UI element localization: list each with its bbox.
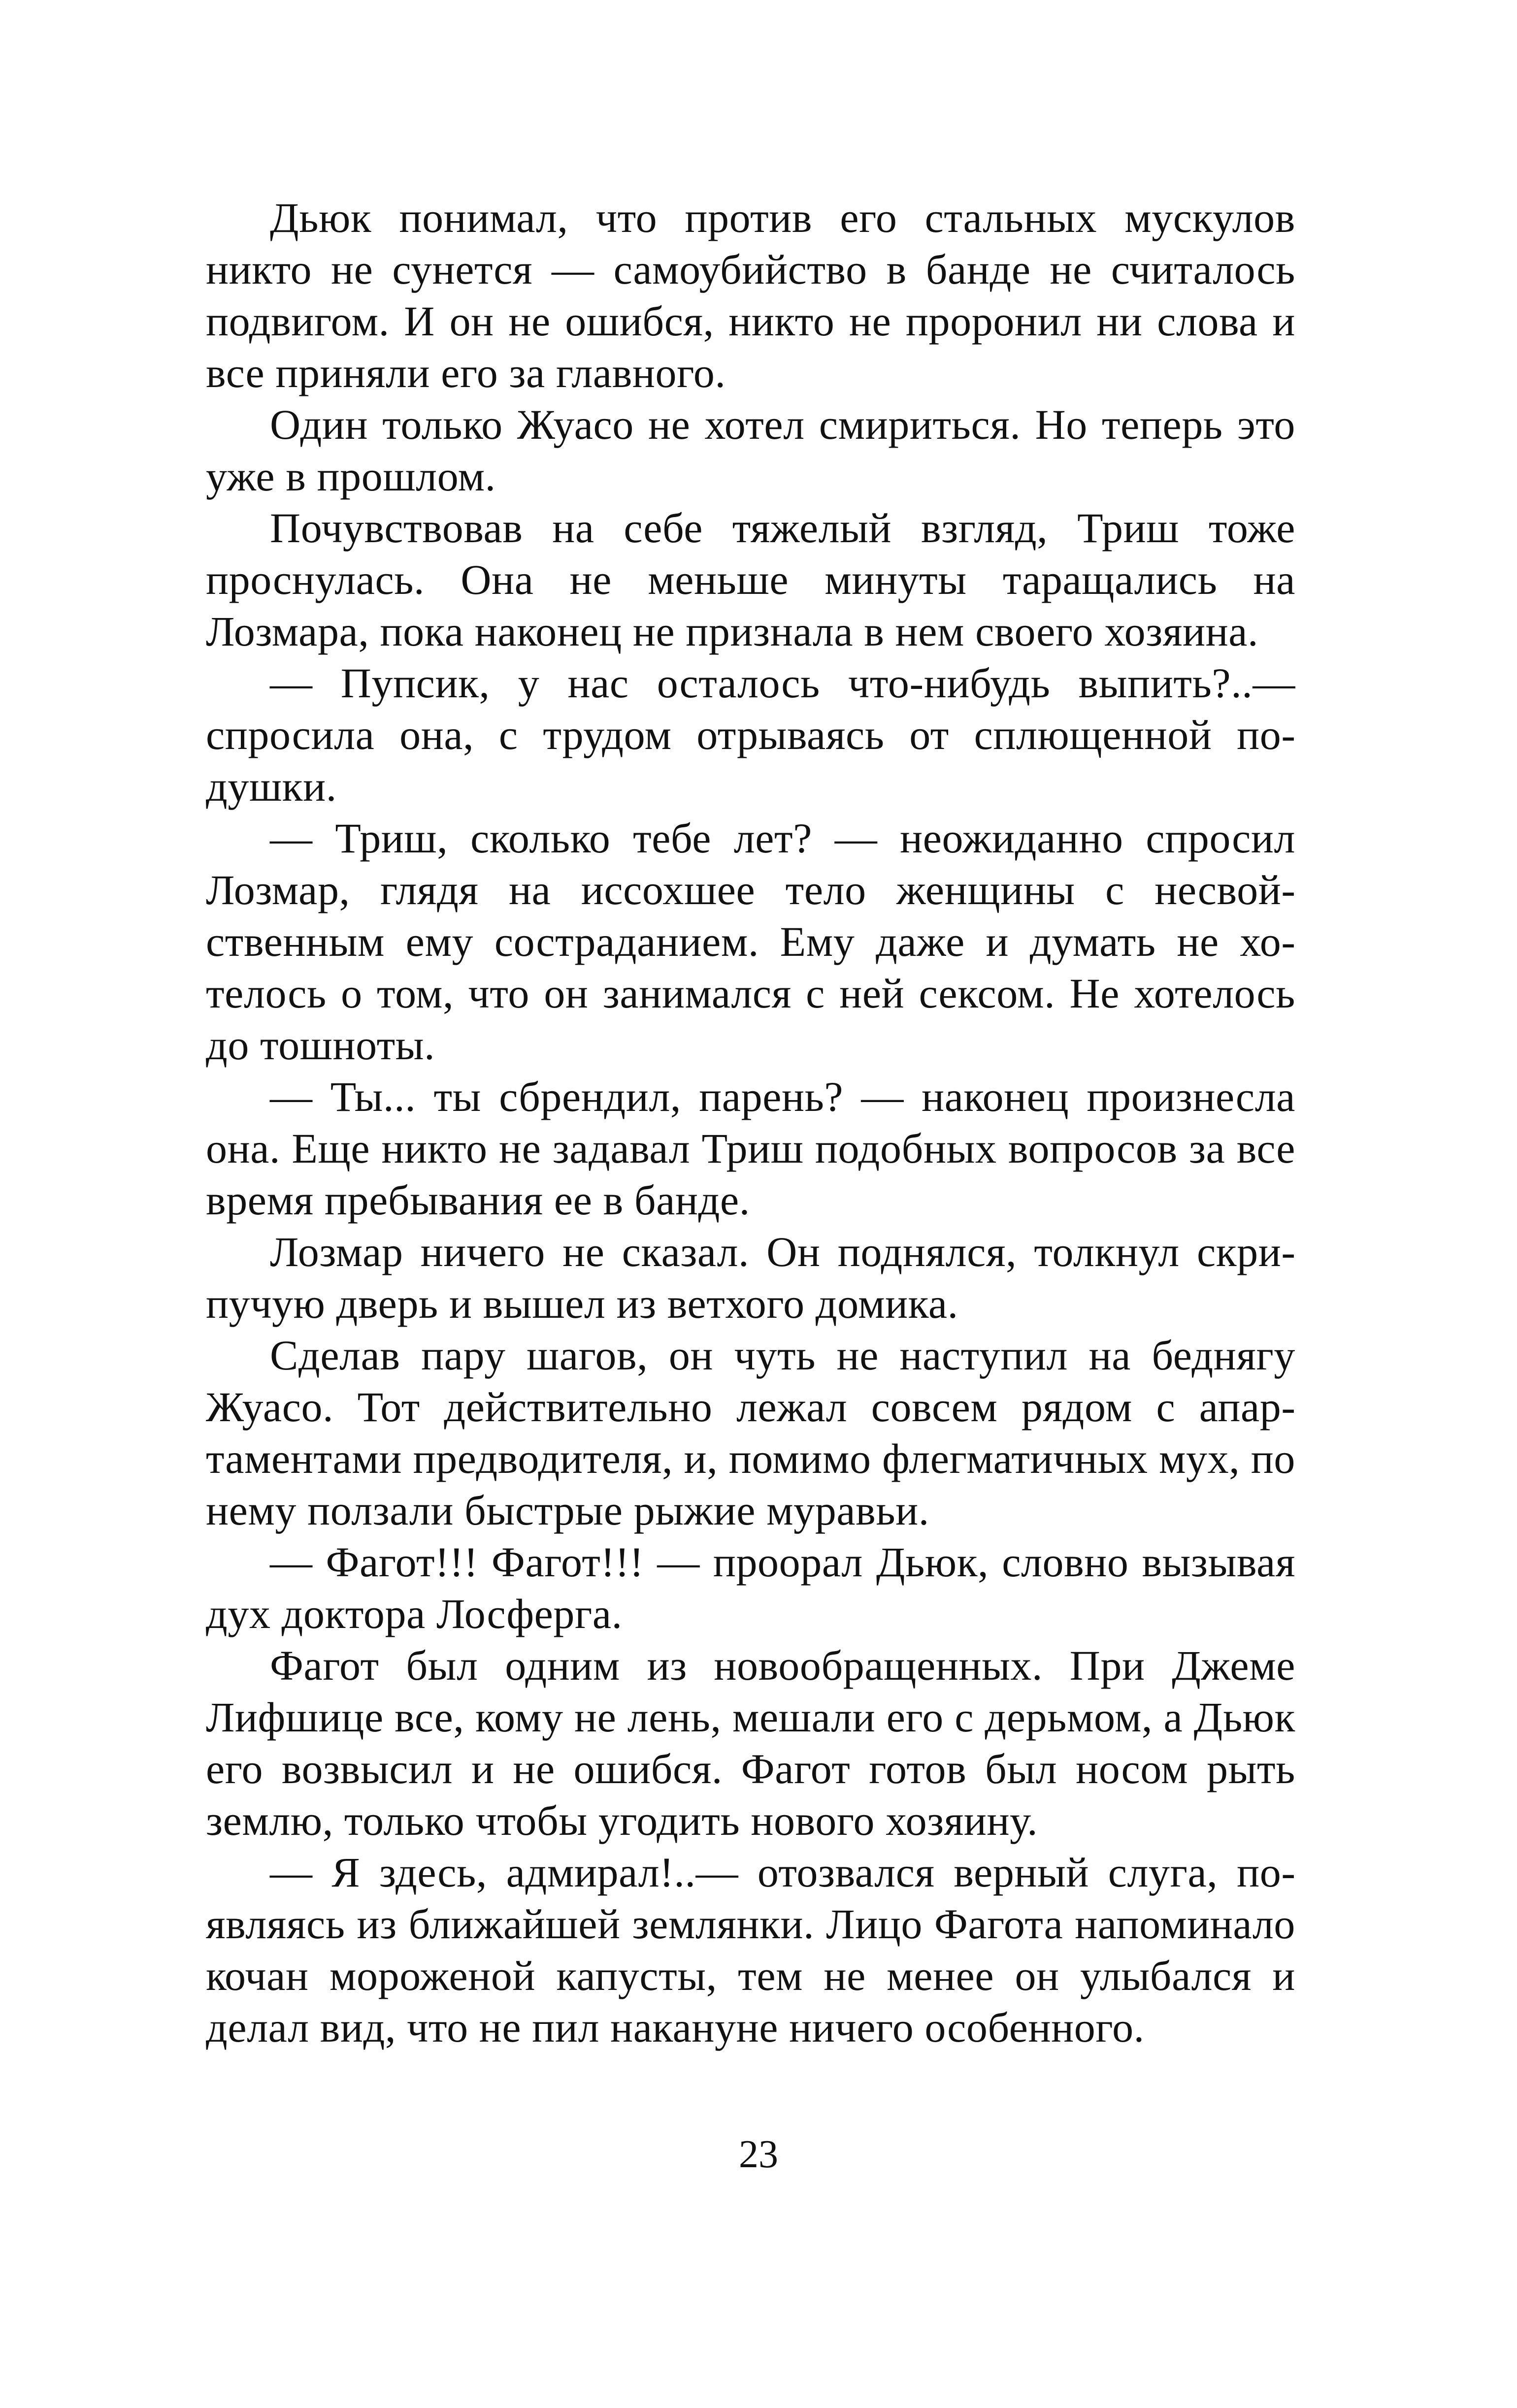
- page-number: 23: [739, 2133, 778, 2176]
- paragraph-7: Лозмар ничего не сказал. Он поднялся, толкнул скрипучую дверь и вышел из ветхого домика.: [206, 1228, 1295, 1327]
- paragraph-11: — Я здесь, адмирал!..— отозвался верный слуга, появляясь из ближайшей землянки. Лицо Фагота напоминало кочан мороженой капусты, тем не менее он улыбался и делал вид, что не пил накануне ничего особенного.: [206, 1849, 1295, 2051]
- paragraph-5: — Триш, сколько тебе лет? — неожиданно спросил Лозмар, глядя на иссохшее тело женщины с несвойственным ему состраданием. Ему даже и думать не хотелось о том, что он занимался с ней сексом. Не хотелось до тошноты.: [206, 814, 1295, 1069]
- paragraph-10: Фагот был одним из новообращенных. При Джеме Лифшице все, кому не лень, мешали его с дерьмом, а Дьюк его возвысил и не ошибся. Фагот готов был носом рыть землю, только чтобы угодить нового хозяину.: [206, 1642, 1295, 1844]
- paragraph-9: — Фагот!!! Фагот!!! — проорал Дьюк, словно вызывая дух доктора Лосферга.: [206, 1538, 1295, 1637]
- paragraph-3: Почувствовав на себе тяжелый взгляд, Триш тоже проснулась. Она не меньше минуты таращались на Лозмара, пока наконец не признала в нем своего хозяина.: [206, 504, 1295, 655]
- paragraph-8: Сделав пару шагов, он чуть не наступил на беднягу Жуасо. Тот действительно лежал совсем рядом с апартаментами предводителя, и, помимо флегматичных мух, по нему ползали быстрые рыжие муравьи.: [206, 1332, 1295, 1534]
- paragraph-2: Один только Жуасо не хотел смириться. Но теперь это уже в прошлом.: [206, 401, 1295, 500]
- paragraph-6: — Ты... ты сбрендил, парень? — наконец произнесла она. Еще никто не задавал Триш подобных вопросов за все время пребывания ее в банде.: [206, 1073, 1295, 1224]
- page-body: [206, 192, 1295, 2053]
- paragraph-4: — Пупсик, у нас осталось что-нибудь выпить?..— спросила она, с трудом отрываясь от сплющенной подушки.: [206, 659, 1295, 810]
- paragraph-1: Дьюк понимал, что против его стальных мускулов никто не сунется — самоубийство в банде не считалось подвигом. И он не ошибся, никто не проронил ни слова и все приняли его за главного.: [206, 194, 1295, 396]
